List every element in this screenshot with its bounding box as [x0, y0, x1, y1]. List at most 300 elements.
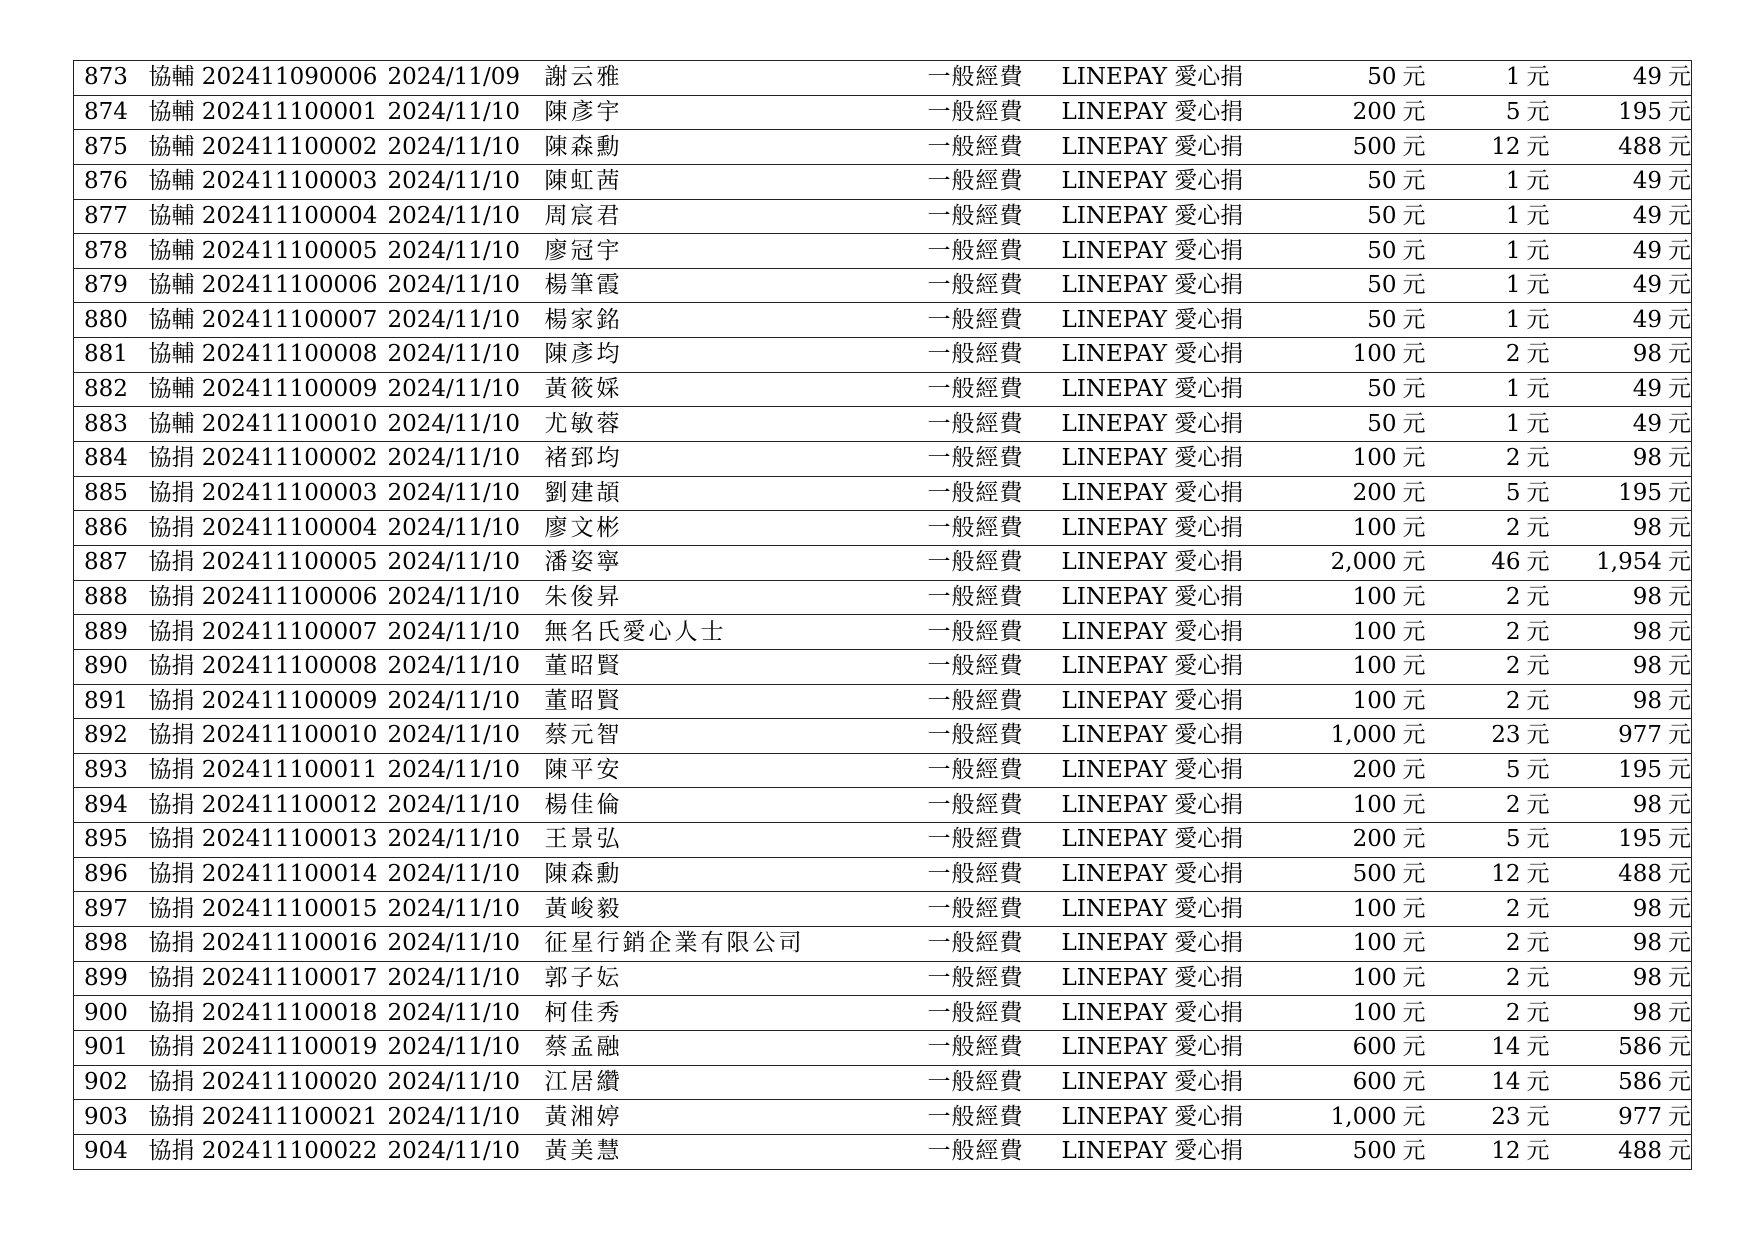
currency-unit: 元: [1668, 1034, 1691, 1061]
donation-date: 2024/11/10: [387, 1034, 521, 1061]
donation-amount: 600: [1352, 1068, 1397, 1095]
payment-method: LINEPAY 愛心捐: [1061, 653, 1244, 680]
payment-method: LINEPAY 愛心捐: [1061, 272, 1244, 299]
handling-fee: 23: [1491, 722, 1521, 749]
row-number-cell: [74, 476, 149, 511]
net-amount-cell: [1550, 268, 1692, 303]
currency-unit: 元: [1402, 583, 1426, 610]
donation-date-cell: [388, 130, 545, 165]
net-amount-cell: [1550, 234, 1692, 269]
currency-unit: 元: [1402, 999, 1426, 1026]
currency-unit: 元: [1526, 687, 1550, 714]
table-row: [74, 164, 1692, 199]
receipt-number: 協捐 202411100020: [148, 1068, 378, 1095]
donation-date: 2024/11/10: [387, 722, 521, 749]
table-row: [74, 338, 1692, 373]
currency-unit: 元: [1668, 445, 1691, 472]
donation-date: 2024/11/10: [387, 202, 521, 229]
net-amount: 977: [1618, 1103, 1662, 1130]
receipt-number-cell: [149, 615, 388, 650]
payment-method: LINEPAY 愛心捐: [1061, 687, 1244, 714]
donation-amount-cell: [1261, 442, 1426, 477]
row-number-cell: [74, 511, 149, 546]
donor-name: 柯佳秀: [544, 999, 623, 1026]
row-number-cell: [74, 234, 149, 269]
currency-unit: 元: [1402, 514, 1426, 541]
donation-date: 2024/11/10: [387, 549, 521, 576]
donation-amount-cell: [1261, 892, 1426, 927]
donation-date-cell: [388, 338, 545, 373]
table-row: [74, 61, 1692, 96]
donation-date-cell: [388, 684, 545, 719]
net-amount-cell: [1550, 649, 1692, 684]
donation-date-cell: [388, 753, 545, 788]
currency-unit: 元: [1402, 1138, 1426, 1165]
currency-unit: 元: [1402, 1103, 1426, 1130]
payment-method: LINEPAY 愛心捐: [1061, 1138, 1244, 1165]
row-number: 886: [84, 514, 128, 541]
donor-name: 蔡元智: [544, 722, 623, 749]
payment-method-cell: [1062, 130, 1261, 165]
donor-name-cell: [545, 61, 928, 96]
table-row: [74, 407, 1692, 442]
row-number-cell: [74, 615, 149, 650]
handling-fee-cell: [1426, 61, 1550, 96]
donation-amount-cell: [1261, 684, 1426, 719]
net-amount-cell: [1550, 1030, 1692, 1065]
currency-unit: 元: [1526, 98, 1550, 125]
net-amount-cell: [1550, 303, 1692, 338]
row-number: 882: [84, 376, 128, 403]
payment-method-cell: [1062, 372, 1261, 407]
fund-category-cell: [928, 684, 1062, 719]
table-row: [74, 199, 1692, 234]
donation-amount-cell: [1261, 511, 1426, 546]
row-number-cell: [74, 961, 149, 996]
donor-name: 董昭賢: [544, 653, 623, 680]
currency-unit: 元: [1668, 722, 1691, 749]
table-row: [74, 1100, 1692, 1135]
payment-method-cell: [1062, 857, 1261, 892]
donation-amount-cell: [1261, 1100, 1426, 1135]
net-amount-cell: [1550, 476, 1692, 511]
currency-unit: 元: [1526, 168, 1550, 195]
donation-date-cell: [388, 719, 545, 754]
fund-category-cell: [928, 303, 1062, 338]
table-row: [74, 927, 1692, 962]
donation-amount: 100: [1352, 999, 1397, 1026]
currency-unit: 元: [1526, 1138, 1550, 1165]
net-amount-cell: [1550, 95, 1692, 130]
fund-category: 一般經費: [927, 791, 1024, 818]
donor-name: 朱俊昇: [544, 583, 623, 610]
receipt-number-cell: [149, 649, 388, 684]
table-row: [74, 961, 1692, 996]
handling-fee: 2: [1505, 653, 1521, 680]
currency-unit: 元: [1402, 98, 1426, 125]
receipt-number-cell: [149, 303, 388, 338]
donor-name-cell: [545, 719, 928, 754]
ledger-body: [74, 61, 1692, 1170]
handling-fee-cell: [1426, 892, 1550, 927]
donation-date: 2024/11/10: [387, 861, 521, 888]
net-amount: 98: [1632, 964, 1662, 991]
donation-date: 2024/11/10: [387, 272, 521, 299]
currency-unit: 元: [1402, 930, 1426, 957]
table-row: [74, 545, 1692, 580]
handling-fee-cell: [1426, 580, 1550, 615]
donor-name-cell: [545, 130, 928, 165]
donor-name-cell: [545, 234, 928, 269]
currency-unit: 元: [1668, 341, 1691, 368]
donation-date-cell: [388, 442, 545, 477]
receipt-number-cell: [149, 407, 388, 442]
currency-unit: 元: [1402, 237, 1426, 264]
currency-unit: 元: [1526, 306, 1550, 333]
net-amount: 98: [1632, 791, 1662, 818]
payment-method: LINEPAY 愛心捐: [1061, 306, 1244, 333]
donation-amount-cell: [1261, 164, 1426, 199]
donation-amount: 100: [1352, 445, 1397, 472]
donation-amount: 500: [1352, 1138, 1397, 1165]
payment-method: LINEPAY 愛心捐: [1061, 410, 1244, 437]
payment-method-cell: [1062, 1100, 1261, 1135]
donation-amount-cell: [1261, 545, 1426, 580]
donation-date-cell: [388, 857, 545, 892]
donor-name: 楊筆霞: [544, 272, 623, 299]
currency-unit: 元: [1668, 618, 1691, 645]
donation-amount-cell: [1261, 615, 1426, 650]
net-amount: 195: [1618, 757, 1662, 784]
row-number-cell: [74, 442, 149, 477]
donation-amount-cell: [1261, 961, 1426, 996]
row-number: 898: [84, 930, 128, 957]
donation-amount-cell: [1261, 996, 1426, 1031]
donation-amount-cell: [1261, 1030, 1426, 1065]
table-row: [74, 130, 1692, 165]
currency-unit: 元: [1526, 583, 1550, 610]
handling-fee: 2: [1505, 791, 1521, 818]
currency-unit: 元: [1526, 964, 1550, 991]
currency-unit: 元: [1526, 618, 1550, 645]
receipt-number: 協輔 202411100002: [148, 133, 378, 160]
fund-category: 一般經費: [927, 895, 1024, 922]
payment-method-cell: [1062, 303, 1261, 338]
fund-category-cell: [928, 407, 1062, 442]
fund-category: 一般經費: [927, 237, 1024, 264]
handling-fee-cell: [1426, 407, 1550, 442]
table-row: [74, 788, 1692, 823]
fund-category-cell: [928, 1030, 1062, 1065]
table-row: [74, 892, 1692, 927]
receipt-number: 協捐 202411100017: [148, 964, 378, 991]
fund-category: 一般經費: [927, 410, 1024, 437]
row-number-cell: [74, 684, 149, 719]
fund-category-cell: [928, 442, 1062, 477]
receipt-number: 協輔 202411100005: [148, 237, 378, 264]
currency-unit: 元: [1668, 480, 1691, 506]
donation-date: 2024/11/10: [387, 376, 521, 403]
row-number-cell: [74, 1030, 149, 1065]
currency-unit: 元: [1526, 237, 1550, 264]
currency-unit: 元: [1668, 376, 1691, 403]
donor-name-cell: [545, 442, 928, 477]
donation-amount: 100: [1352, 964, 1397, 991]
net-amount-cell: [1550, 1100, 1692, 1135]
fund-category: 一般經費: [927, 168, 1024, 195]
currency-unit: 元: [1402, 306, 1426, 333]
payment-method-cell: [1062, 164, 1261, 199]
donation-amount: 500: [1352, 861, 1397, 888]
handling-fee-cell: [1426, 961, 1550, 996]
currency-unit: 元: [1526, 202, 1550, 229]
net-amount-cell: [1550, 164, 1692, 199]
receipt-number-cell: [149, 1134, 388, 1169]
net-amount: 488: [1618, 861, 1662, 888]
currency-unit: 元: [1668, 930, 1691, 957]
donation-amount-cell: [1261, 719, 1426, 754]
donation-date: 2024/11/10: [387, 480, 521, 506]
fund-category: 一般經費: [927, 1034, 1024, 1061]
currency-unit: 元: [1526, 895, 1550, 922]
net-amount-cell: [1550, 719, 1692, 754]
donation-amount: 50: [1367, 202, 1397, 229]
payment-method-cell: [1062, 892, 1261, 927]
table-row: [74, 1030, 1692, 1065]
donation-amount-cell: [1261, 857, 1426, 892]
row-number-cell: [74, 61, 149, 96]
handling-fee: 1: [1505, 376, 1521, 403]
donor-name-cell: [545, 372, 928, 407]
currency-unit: 元: [1526, 549, 1550, 576]
table-row: [74, 234, 1692, 269]
net-amount-cell: [1550, 130, 1692, 165]
currency-unit: 元: [1402, 410, 1426, 437]
donor-name: 潘姿寧: [544, 549, 623, 576]
donation-amount: 100: [1352, 791, 1397, 818]
currency-unit: 元: [1402, 653, 1426, 680]
net-amount: 98: [1632, 999, 1662, 1026]
row-number: 880: [84, 306, 128, 333]
donation-amount: 100: [1352, 930, 1397, 957]
donor-name-cell: [545, 1030, 928, 1065]
handling-fee: 14: [1491, 1034, 1521, 1061]
currency-unit: 元: [1668, 791, 1691, 818]
currency-unit: 元: [1668, 687, 1691, 714]
currency-unit: 元: [1526, 861, 1550, 888]
donor-name-cell: [545, 857, 928, 892]
fund-category-cell: [928, 1134, 1062, 1169]
receipt-number: 協捐 202411100003: [148, 480, 378, 506]
handling-fee-cell: [1426, 1030, 1550, 1065]
donation-date-cell: [388, 476, 545, 511]
payment-method-cell: [1062, 961, 1261, 996]
net-amount-cell: [1550, 338, 1692, 373]
net-amount: 49: [1632, 168, 1662, 195]
row-number: 901: [84, 1034, 128, 1061]
receipt-number-cell: [149, 1030, 388, 1065]
table-row: [74, 1065, 1692, 1100]
row-number-cell: [74, 199, 149, 234]
fund-category-cell: [928, 615, 1062, 650]
fund-category: 一般經費: [927, 202, 1024, 229]
fund-category-cell: [928, 580, 1062, 615]
payment-method: LINEPAY 愛心捐: [1061, 98, 1244, 125]
donation-date: 2024/11/10: [387, 237, 521, 264]
donor-name-cell: [545, 1065, 928, 1100]
fund-category: 一般經費: [927, 618, 1024, 645]
receipt-number-cell: [149, 1065, 388, 1100]
donation-amount-cell: [1261, 268, 1426, 303]
table-row: [74, 649, 1692, 684]
currency-unit: 元: [1668, 653, 1691, 680]
payment-method-cell: [1062, 234, 1261, 269]
donation-date-cell: [388, 615, 545, 650]
currency-unit: 元: [1402, 168, 1426, 195]
handling-fee-cell: [1426, 684, 1550, 719]
handling-fee-cell: [1426, 164, 1550, 199]
net-amount: 98: [1632, 583, 1662, 610]
receipt-number: 協捐 202411100016: [148, 930, 378, 957]
payment-method-cell: [1062, 1065, 1261, 1100]
table-row: [74, 303, 1692, 338]
receipt-number-cell: [149, 268, 388, 303]
fund-category: 一般經費: [927, 1068, 1024, 1095]
currency-unit: 元: [1402, 202, 1426, 229]
fund-category: 一般經費: [927, 272, 1024, 299]
payment-method: LINEPAY 愛心捐: [1061, 202, 1244, 229]
currency-unit: 元: [1526, 376, 1550, 403]
donation-date: 2024/11/10: [387, 618, 521, 645]
donor-name-cell: [545, 753, 928, 788]
handling-fee-cell: [1426, 303, 1550, 338]
handling-fee-cell: [1426, 857, 1550, 892]
donation-date: 2024/11/10: [387, 964, 521, 991]
row-number-cell: [74, 1065, 149, 1100]
handling-fee-cell: [1426, 753, 1550, 788]
payment-method-cell: [1062, 580, 1261, 615]
donation-amount: 100: [1352, 895, 1397, 922]
table-row: [74, 268, 1692, 303]
payment-method-cell: [1062, 927, 1261, 962]
handling-fee-cell: [1426, 338, 1550, 373]
receipt-number: 協捐 202411100019: [148, 1034, 378, 1061]
net-amount-cell: [1550, 372, 1692, 407]
payment-method-cell: [1062, 996, 1261, 1031]
donor-name: 陳森勳: [544, 133, 623, 160]
net-amount-cell: [1550, 857, 1692, 892]
row-number: 877: [84, 202, 128, 229]
handling-fee-cell: [1426, 788, 1550, 823]
handling-fee-cell: [1426, 268, 1550, 303]
net-amount: 49: [1632, 306, 1662, 333]
payment-method-cell: [1062, 61, 1261, 96]
row-number-cell: [74, 372, 149, 407]
payment-method-cell: [1062, 823, 1261, 858]
handling-fee: 2: [1505, 895, 1521, 922]
fund-category-cell: [928, 268, 1062, 303]
row-number: 903: [84, 1103, 128, 1130]
fund-category-cell: [928, 788, 1062, 823]
payment-method: LINEPAY 愛心捐: [1061, 930, 1244, 957]
receipt-number-cell: [149, 476, 388, 511]
donation-date-cell: [388, 996, 545, 1031]
currency-unit: 元: [1402, 618, 1426, 645]
donor-name: 廖冠宇: [544, 237, 623, 264]
donation-amount-cell: [1261, 130, 1426, 165]
currency-unit: 元: [1668, 202, 1691, 229]
row-number-cell: [74, 130, 149, 165]
donation-amount: 200: [1352, 757, 1397, 784]
donation-amount-cell: [1261, 338, 1426, 373]
receipt-number-cell: [149, 234, 388, 269]
fund-category-cell: [928, 857, 1062, 892]
row-number-cell: [74, 545, 149, 580]
fund-category-cell: [928, 372, 1062, 407]
currency-unit: 元: [1526, 480, 1550, 506]
row-number-cell: [74, 996, 149, 1031]
donation-amount: 100: [1352, 618, 1397, 645]
donation-date-cell: [388, 234, 545, 269]
handling-fee: 2: [1505, 583, 1521, 610]
receipt-number: 協捐 202411100021: [148, 1103, 378, 1130]
donation-date-cell: [388, 927, 545, 962]
donor-name-cell: [545, 580, 928, 615]
donation-amount-cell: [1261, 95, 1426, 130]
currency-unit: 元: [1668, 133, 1691, 160]
net-amount: 49: [1632, 376, 1662, 403]
payment-method-cell: [1062, 788, 1261, 823]
table-row: [74, 684, 1692, 719]
fund-category: 一般經費: [927, 687, 1024, 714]
handling-fee: 2: [1505, 341, 1521, 368]
handling-fee: 1: [1505, 237, 1521, 264]
currency-unit: 元: [1526, 410, 1550, 437]
payment-method-cell: [1062, 268, 1261, 303]
donation-amount: 600: [1352, 1034, 1397, 1061]
fund-category-cell: [928, 511, 1062, 546]
donor-name-cell: [545, 511, 928, 546]
net-amount: 49: [1632, 410, 1662, 437]
currency-unit: 元: [1668, 964, 1691, 991]
donor-name-cell: [545, 788, 928, 823]
net-amount-cell: [1550, 788, 1692, 823]
currency-unit: 元: [1526, 1068, 1550, 1095]
net-amount: 49: [1632, 202, 1662, 229]
fund-category-cell: [928, 130, 1062, 165]
donation-amount: 50: [1367, 306, 1397, 333]
fund-category: 一般經費: [927, 341, 1024, 368]
donor-name: 楊佳倫: [544, 791, 623, 818]
currency-unit: 元: [1668, 306, 1691, 333]
payment-method: LINEPAY 愛心捐: [1061, 64, 1244, 91]
row-number: 876: [84, 168, 128, 195]
row-number-cell: [74, 580, 149, 615]
payment-method: LINEPAY 愛心捐: [1061, 376, 1244, 403]
payment-method: LINEPAY 愛心捐: [1061, 895, 1244, 922]
row-number: 873: [84, 64, 128, 91]
fund-category-cell: [928, 164, 1062, 199]
receipt-number: 協捐 202411100015: [148, 895, 378, 922]
donation-amount-cell: [1261, 199, 1426, 234]
donor-name-cell: [545, 892, 928, 927]
donation-date-cell: [388, 823, 545, 858]
row-number-cell: [74, 407, 149, 442]
donation-date-cell: [388, 649, 545, 684]
donor-name: 褚郅均: [544, 445, 623, 472]
handling-fee: 2: [1505, 514, 1521, 541]
donor-name: 王景弘: [544, 826, 623, 853]
